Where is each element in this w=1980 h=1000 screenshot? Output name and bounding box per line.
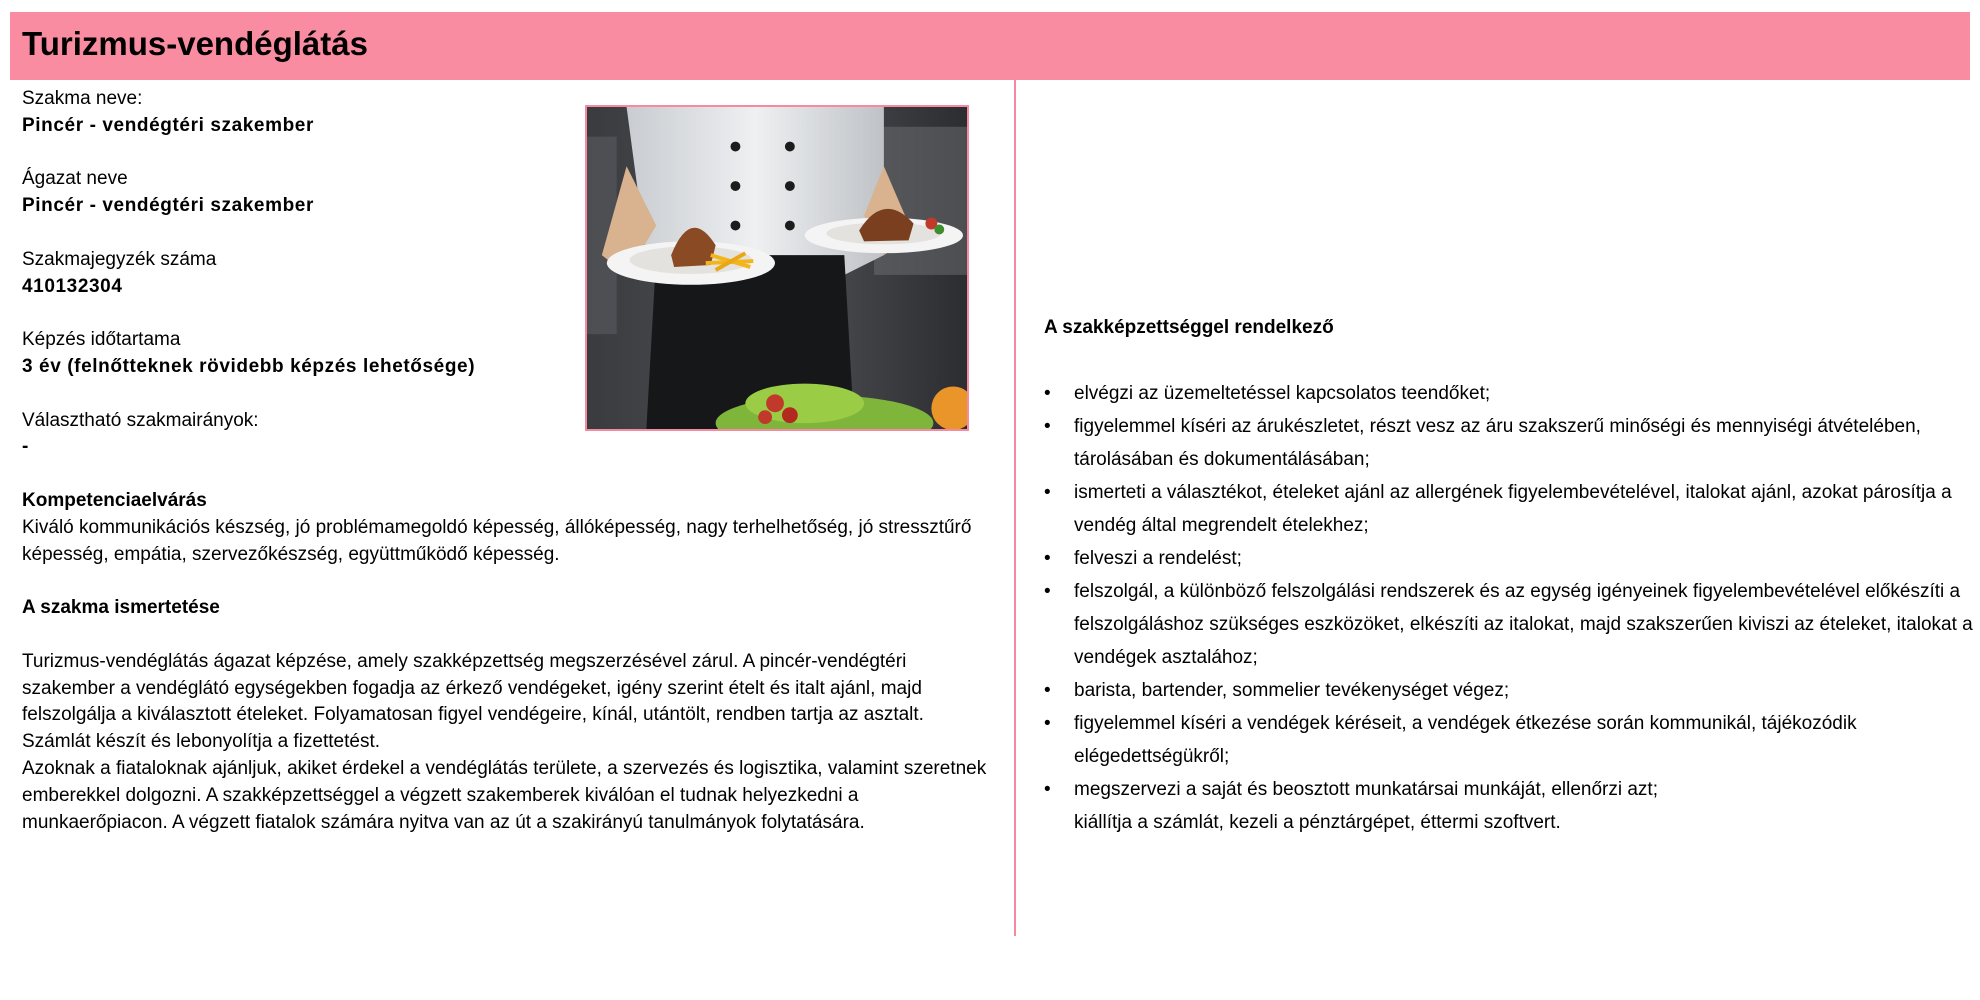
waiter-photo [585,105,969,431]
bullet-icon: • [1044,482,1051,503]
agazat-value: Pincér - vendégtéri szakember [22,195,314,217]
header-bar [10,12,1970,80]
list-item: • barista, bartender, sommelier tevékenységet végez; [1044,674,1974,707]
bullet-icon: • [1044,581,1051,602]
list-tail-line: kiállítja a számlát, kezeli a pénztárgépet, éttermi szoftvert. [1074,812,1561,833]
szakma-value: Pincér - vendégtéri szakember [22,114,314,136]
list-item: • megszervezi a saját és beosztott munkatársai munkáját, ellenőrzi azt; [1044,773,1974,806]
ido-value: 3 év (felnőtteknek rövidebb képzés lehetősége) [22,355,476,377]
bullet-icon: • [1044,416,1051,437]
list-item: • felveszi a rendelést; [1044,542,1974,575]
bullet-icon: • [1044,779,1051,800]
right-column [1044,311,1974,839]
list-item: • figyelemmel kíséri a vendégek kéréseit, a vendégek étkezése során kommunikál, tájékozódik elégedettségükről; [1044,707,1974,773]
waiter-photo-illustration [587,107,967,429]
irany-value: - [22,436,29,458]
page-title: Turizmus-vendéglátás [22,25,368,62]
ismertetes-paragraph-1: Turizmus-vendéglátás ágazat képzése, amely szakképzettség megszerzésével zárul. A pincér-vendégtéri szakember a vendéglátó egységekben fogadja az érkező vendégeket, igény szerint ételt és italt ajánl, majd felszolgálja a kiválasztott ételeket. Folyamatosan figyel vendégeire, kínál, utántölt, rendben tartja az asztalt. Számlát készít és lebonyolítja a fizettetést. [22,650,924,753]
list-item: • elvégzi az üzemeltetéssel kapcsolatos teendőket; [1044,377,1974,410]
list-item: • felszolgál, a különböző felszolgálási rendszerek és az egység igényeinek figyelembevételével előkészíti a felszolgáláshoz szükséges eszközöket, elkészíti az italokat, majd szakszerűen kiviszi az ételeket, italokat a vendégek asztalához; [1044,575,1974,674]
irany-label: Választható szakmairányok: [22,409,259,431]
competency-heading: A szakképzettséggel rendelkező [1044,317,1334,338]
bullet-icon: • [1044,713,1051,734]
list-item: • figyelemmel kíséri az árukészletet, részt vesz az áru szakszerű minőségi és mennyiségi átvételében, tárolásában és dokumentálásában; [1044,410,1974,476]
agazat-label: Ágazat neve [22,168,128,190]
bullet-icon: • [1044,548,1051,569]
column-divider [1014,80,1016,936]
kompetencia-text: Kiváló kommunikációs készség, jó problémamegoldó képesség, állóképesség, nagy terhelhetőség, jó stressztűrő képesség, empátia, szervezőkészség, együttműködő képesség. [22,516,972,565]
bullet-icon: • [1044,680,1051,701]
kompetencia-title: Kompetenciaelvárás [22,489,207,511]
ismertetes-paragraph-2: Azoknak a fiataloknak ajánljuk, akiket érdekel a vendéglátás területe, a szervezés és logisztika, valamint szeretnek emberekkel dolgozni. A szakképzettséggel a végzett szakemberek kiválóan el tudnak helyezkedni a munkaerőpiacon. A végzett fiatalok számára nyitva van az út a szakirányú tanulmányok folytatására. [22,757,987,833]
szakma-label: Szakma neve: [22,88,143,109]
ido-label: Képzés időtartama [22,329,181,351]
szam-label: Szakmajegyzék száma [22,248,217,270]
list-item: • ismerteti a választékot, ételeket ajánl az allergének figyelembevételével, italokat ajánl, azokat párosítja a vendég által megrendelt ételekhez; [1044,476,1974,542]
competency-list [1044,377,1974,806]
ismertetes-title: A szakma ismertetése [22,597,220,619]
bullet-icon: • [1044,383,1051,404]
szam-value: 410132304 [22,275,123,297]
